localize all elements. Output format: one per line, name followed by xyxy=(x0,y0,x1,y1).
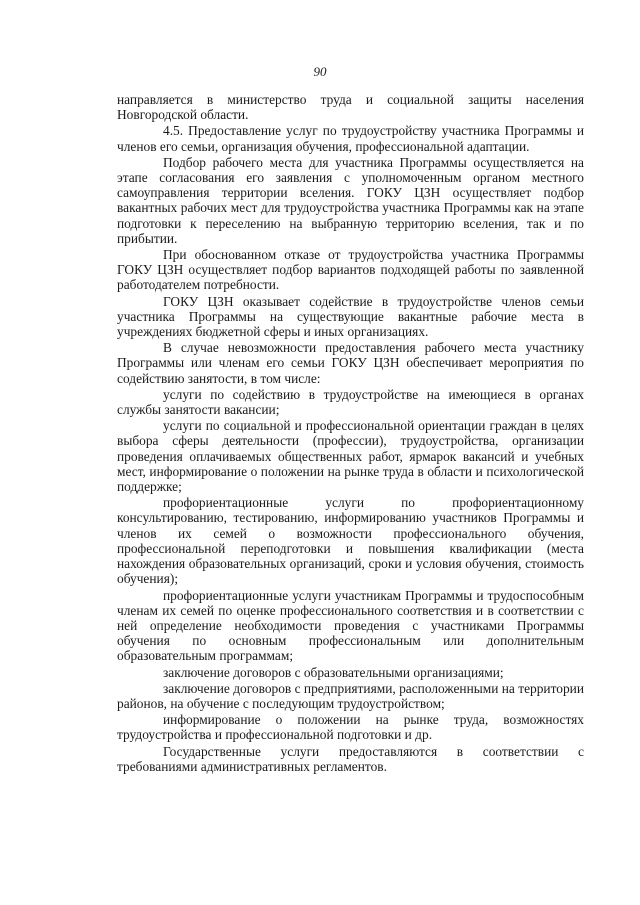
paragraph-family-assistance: ГОКУ ЦЗН оказывает содействие в трудоустройстве членов семьи участника Программы на существующие вакантные рабочие места в учреждениях бюджетной сферы и иных организациях. xyxy=(117,293,584,340)
paragraph-refusal: При обоснованном отказе от трудоустройства участника Программы ГОКУ ЦЗН осуществляет подбор вариантов подходящей работы по заявленной работодателем потребности. xyxy=(117,247,584,293)
list-item-career-counseling: профориентационные услуги по профориентационному консультированию, тестированию, информированию участников Программы и членов их семей о возможности профессионального обучения, профессиональной переподготовки и повышения квалификации (места нахождения образовательных организаций, сроки и условия обучения, стоимость обучения); xyxy=(117,495,584,587)
section-heading-4-5: 4.5. Предоставление услуг по трудоустройству участника Программы и членов его семьи, организация обучения, профессиональной адаптации. xyxy=(117,123,584,154)
paragraph-continuation: направляется в министерство труда и социальной защиты населения Новгородской области. xyxy=(117,92,584,123)
document-body xyxy=(117,92,584,775)
list-item-enterprise-contracts: заключение договоров с предприятиями, расположенными на территории районов, на обучение с последующим трудоустройством; xyxy=(117,680,584,711)
paragraph-state-services: Государственные услуги предоставляются в соответствии с требованиями административных регламентов. xyxy=(117,743,584,774)
paragraph-employment-measures: В случае невозможности предоставления рабочего места участнику Программы или членам его семьи ГОКУ ЦЗН обеспечивает мероприятия по содействию занятости, в том числе: xyxy=(117,340,584,386)
page-number: 90 xyxy=(313,64,327,79)
list-item-competence-assessment: профориентационные услуги участникам Программы и трудоспособным членам их семей по оценке профессионального соответствия и в соответствии с ней определение необходимости проведения с участниками Программы обучения по основным профессиональным или дополнительным образовательным программам; xyxy=(117,587,584,664)
list-item-labor-market-info: информирование о положении на рынке труда, возможностях трудоустройства и профессиональной подготовки и др. xyxy=(117,712,584,743)
list-item-orientation-services: услуги по социальной и профессиональной ориентации граждан в целях выбора сферы деятельности (профессии), трудоустройства, организации проведения оплачиваемых общественных работ, ярмарок вакансий и учебных мест, информирование о положении на рынке труда в области и психологической поддержке; xyxy=(117,418,584,495)
list-item-education-contracts: заключение договоров с образовательными организациями; xyxy=(163,664,504,680)
list-item-vacancy-services: услуги по содействию в трудоустройстве на имеющиеся в органах службы занятости вакансии; xyxy=(117,386,584,418)
paragraph-job-selection: Подбор рабочего места для участника Программы осуществляется на этапе согласования его заявления с уполномоченным органом местного самоуправления территории вселения. ГОКУ ЦЗН осуществляет подбор вакантных рабочих мест для трудоустройства участника Программы как на этапе подготовки к переселению на выбранную территорию вселения, так и по прибытии. xyxy=(117,154,584,246)
